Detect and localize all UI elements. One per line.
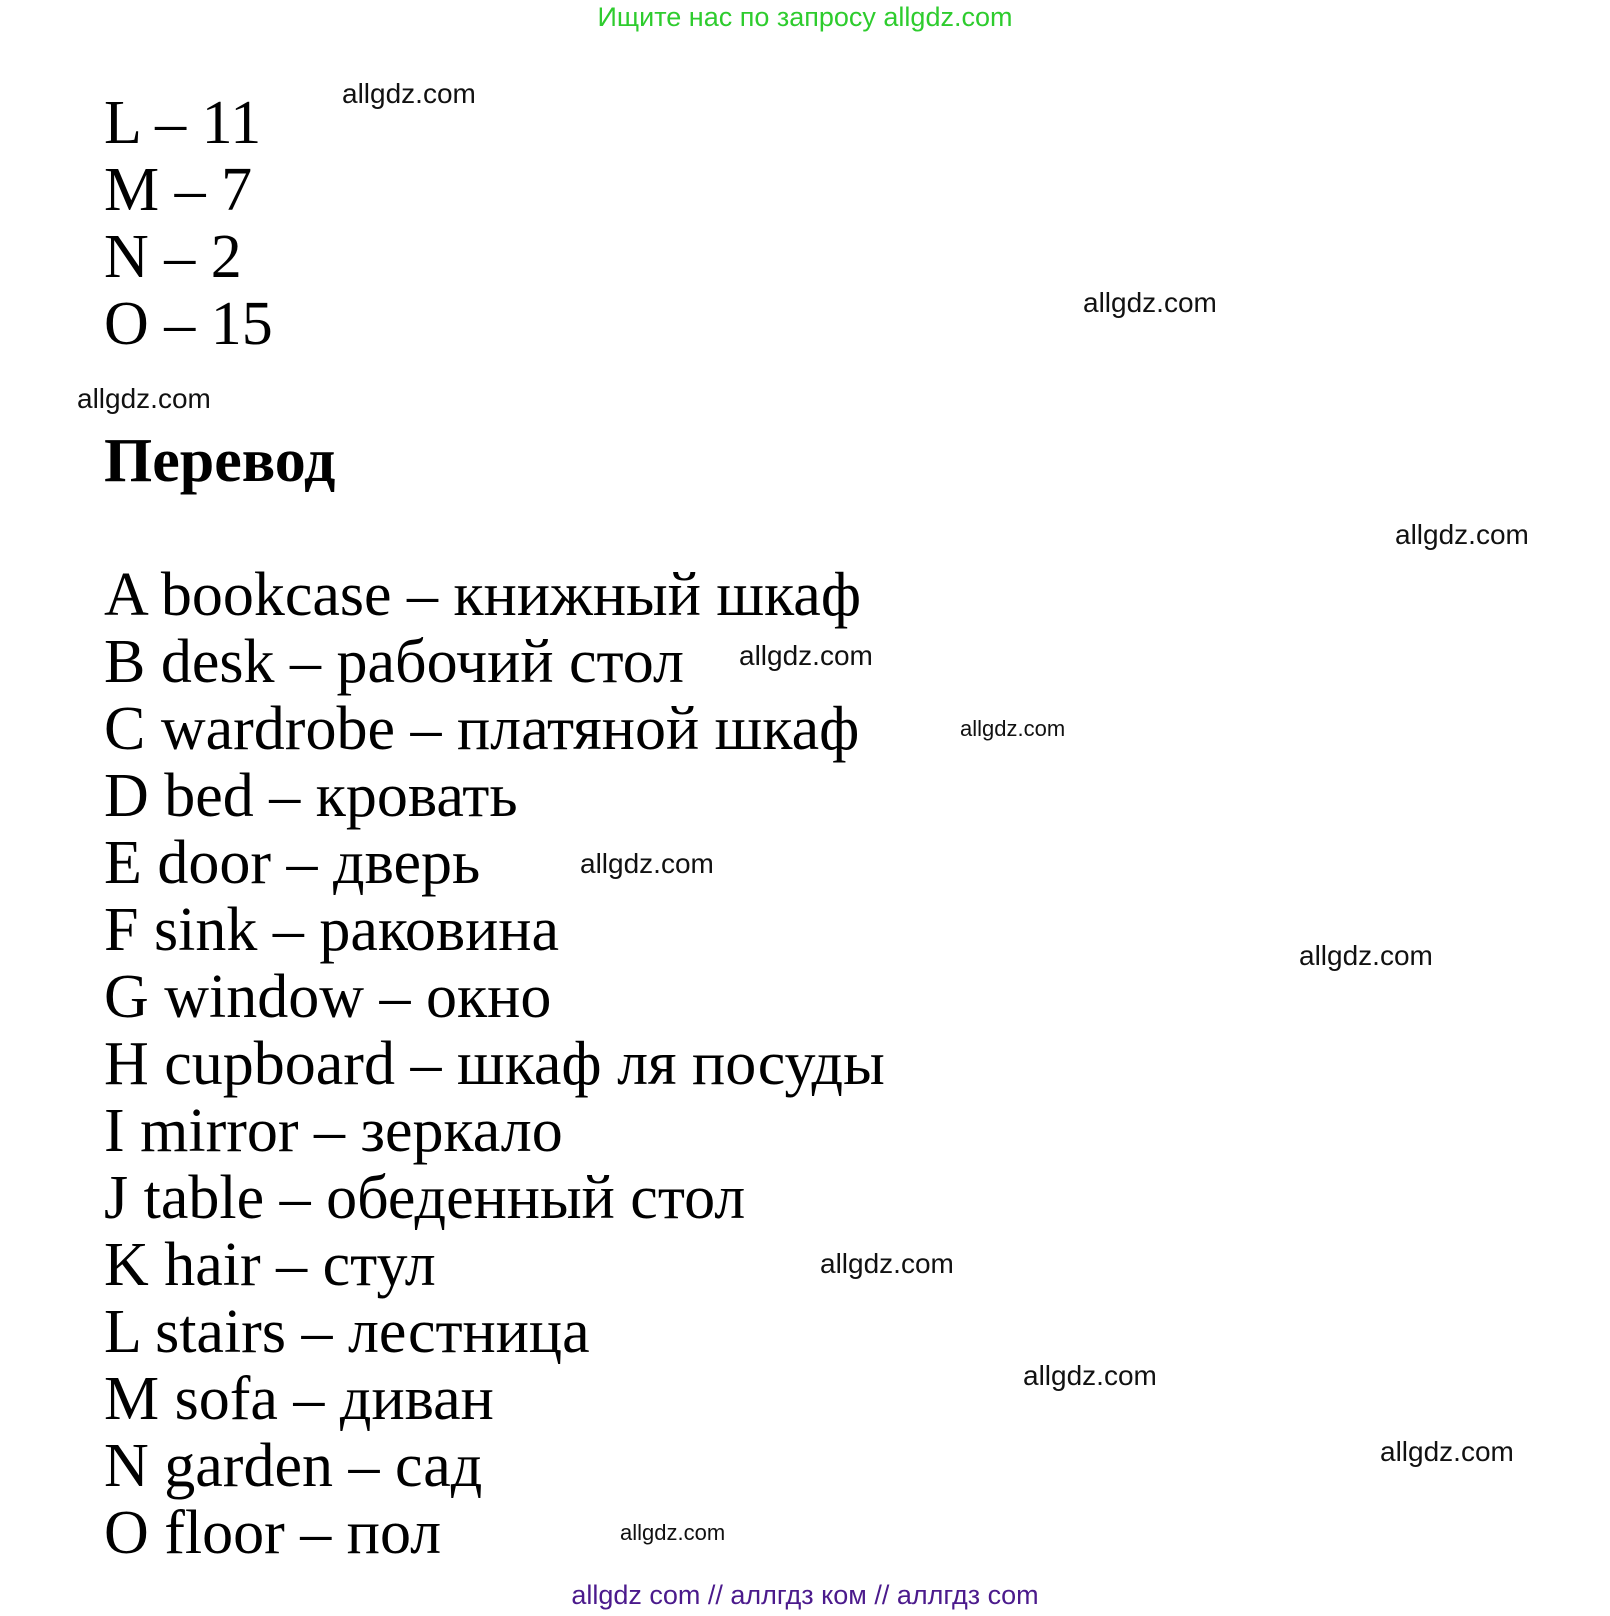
watermark: allgdz.com bbox=[580, 848, 714, 879]
translation-line: B desk – рабочий стол bbox=[104, 628, 684, 696]
watermark: allgdz.com bbox=[77, 383, 211, 414]
translation-line: M sofa – диван bbox=[104, 1365, 494, 1433]
watermark: allgdz.com bbox=[960, 716, 1066, 741]
answer-line: N – 2 bbox=[104, 223, 242, 291]
translation-line: O floor – пол bbox=[104, 1499, 442, 1567]
translation-line: A bookcase – книжный шкаф bbox=[104, 561, 861, 629]
watermark: allgdz.com bbox=[1023, 1360, 1157, 1391]
answer-line: M – 7 bbox=[104, 156, 253, 224]
footer-banner[interactable]: allgdz com // аллгдз ком // аллгдз com bbox=[571, 1580, 1039, 1610]
translation-line: C wardrobe – платяной шкаф bbox=[104, 695, 860, 763]
translation-line: I mirror – зеркало bbox=[104, 1097, 563, 1165]
answer-line: L – 11 bbox=[104, 89, 262, 157]
translation-line: L stairs – лестница bbox=[104, 1298, 590, 1366]
watermark: allgdz.com bbox=[1380, 1436, 1514, 1467]
answer-line: O – 15 bbox=[104, 290, 273, 358]
watermark: allgdz.com bbox=[1083, 287, 1217, 318]
section-title: Перевод bbox=[104, 427, 336, 495]
translation-line: G window – окно bbox=[104, 963, 552, 1031]
translation-line: H cupboard – шкаф ля посуды bbox=[104, 1030, 885, 1098]
translation-line: E door – дверь bbox=[104, 829, 481, 897]
header-banner[interactable]: Ищите нас по запросу allgdz.com bbox=[597, 2, 1013, 32]
watermark: allgdz.com bbox=[820, 1248, 954, 1279]
watermark: allgdz.com bbox=[342, 78, 476, 109]
translation-line: F sink – раковина bbox=[104, 896, 559, 964]
watermark: allgdz.com bbox=[739, 640, 873, 671]
watermark: allgdz.com bbox=[1299, 940, 1433, 971]
watermark: allgdz.com bbox=[1395, 519, 1529, 550]
translation-line: J table – обеденный стол bbox=[104, 1164, 746, 1232]
watermark: allgdz.com bbox=[620, 1520, 726, 1545]
translation-line: N garden – сад bbox=[104, 1432, 483, 1500]
translation-line: K hair – стул bbox=[104, 1231, 436, 1299]
translation-line: D bed – кровать bbox=[104, 762, 518, 830]
